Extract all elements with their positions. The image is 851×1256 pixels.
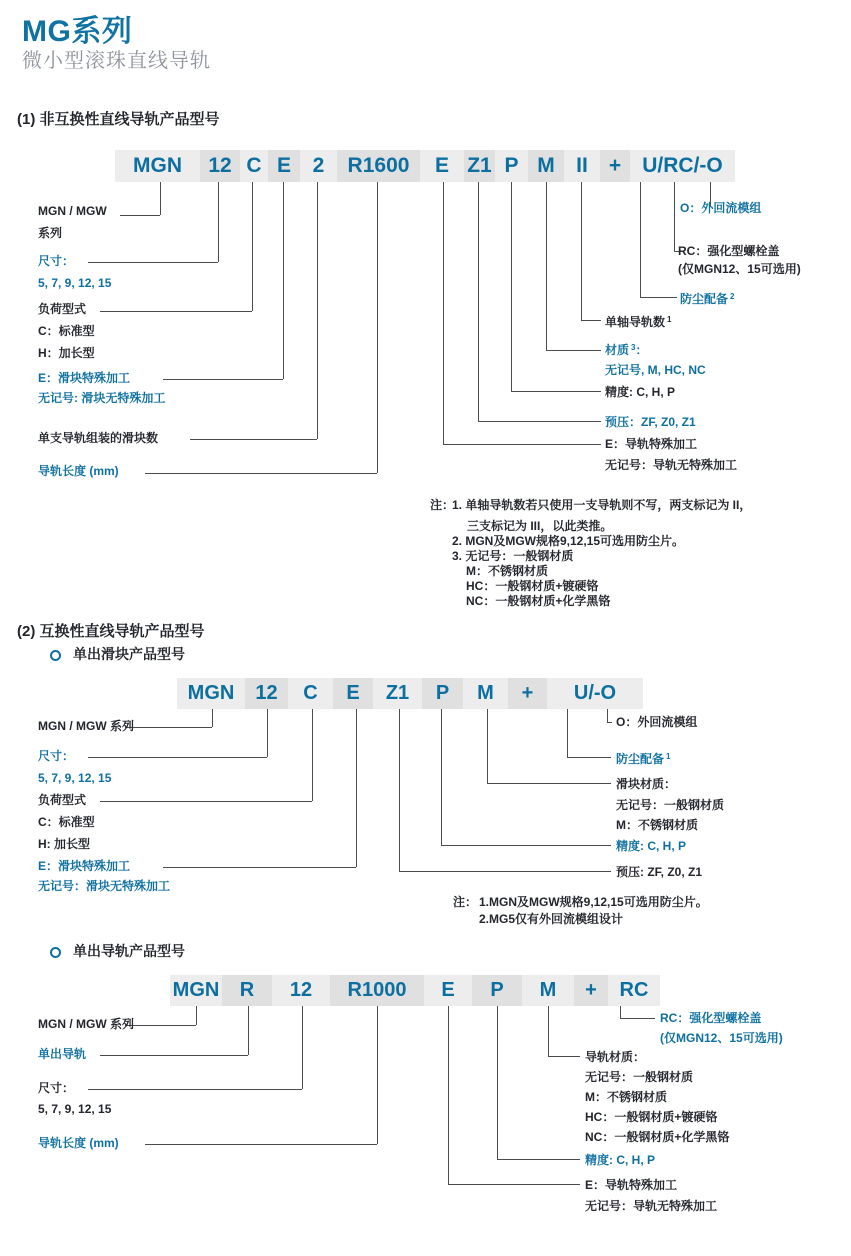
section2-heading: (2) 互换性直线导轨产品型号	[17, 623, 205, 640]
connector-line	[567, 709, 568, 757]
model-token: +	[508, 678, 547, 709]
s1-label-size-title: 尺寸：	[38, 254, 75, 268]
s2b-label-material-none: 无记号：一般钢材质	[585, 1070, 694, 1084]
model-number-bar-3	[0, 975, 851, 1006]
s2a-label-material-m: M：不锈钢材质	[616, 818, 698, 832]
connector-line	[399, 871, 611, 872]
model-number-bar-1	[0, 150, 851, 182]
connector-line	[163, 867, 356, 868]
s2b-label-material-nc: NC：一般钢材质+化学黑铬	[585, 1130, 730, 1144]
model-token: 2	[300, 150, 337, 182]
s2b-label-size-title: 尺寸：	[38, 1081, 75, 1095]
page-title: MG系列	[22, 15, 133, 48]
model-token: E	[333, 678, 373, 709]
connector-line	[88, 262, 218, 263]
connector-line	[302, 1006, 303, 1089]
model-token: RC	[608, 975, 660, 1006]
connector-line	[511, 391, 601, 392]
s1-label-size-values: 5, 7, 9, 12, 15	[38, 276, 112, 290]
model-number-bar-2	[0, 678, 851, 709]
connector-line	[497, 1006, 498, 1159]
s2b-label-rc-note: (仅MGN12、15可选用)	[660, 1031, 783, 1045]
s2a-label-preload: 预压: ZF, Z0, Z1	[616, 865, 703, 879]
s2b-label-rail-length: 导轨长度 (mm)	[38, 1136, 119, 1150]
s1-label-material-values: 无记号, M, HC, NC	[605, 363, 706, 377]
model-token: R1600	[337, 150, 420, 182]
connector-line	[546, 182, 547, 350]
s2b-label-precision: 精度: C, H, P	[585, 1153, 656, 1167]
connector-line	[267, 709, 268, 757]
s2a-label-e-special: E：滑块特殊加工	[38, 859, 131, 873]
model-token: P	[472, 975, 522, 1006]
model-token: MGN	[170, 975, 222, 1006]
s2a-label-e-none: 无记号：滑块无特殊加工	[38, 879, 171, 893]
connector-line	[163, 379, 283, 380]
connector-line	[399, 709, 400, 871]
s1-label-rc-note: (仅MGN12、15可选用)	[678, 262, 801, 276]
connector-line	[218, 182, 219, 262]
model-token: E	[420, 150, 464, 182]
connector-line	[441, 709, 442, 845]
s2b-heading: 单出导轨产品型号	[73, 943, 185, 959]
connector-line	[160, 182, 161, 215]
s2a-label-size-values: 5, 7, 9, 12, 15	[38, 771, 112, 785]
s1-label-series-1: MGN / MGW	[38, 204, 107, 218]
s2b-label-e-special: E：导轨特殊加工	[585, 1178, 678, 1192]
s2a-note-prefix: 注：	[453, 895, 478, 909]
model-token: R	[222, 975, 272, 1006]
connector-line	[546, 350, 601, 351]
bullet-circle-icon	[50, 947, 61, 958]
s2a-note-1: 1.MGN及MGW规格9,12,15可选用防尘片。	[479, 895, 708, 909]
s2b-label-rail: 单出导轨	[38, 1047, 87, 1061]
s1-label-load-c: C：标准型	[38, 324, 95, 338]
s1-note-prefix: 注：	[430, 498, 455, 512]
s1-label-load-h: H：加长型	[38, 346, 95, 360]
model-token: M	[528, 150, 564, 182]
connector-line	[567, 757, 611, 758]
connector-line	[620, 1018, 655, 1019]
connector-line	[120, 215, 160, 216]
s2a-label-load-title: 负荷型式	[38, 793, 87, 807]
s1-note-3d: NC：一般钢材质+化学黑铬	[466, 594, 611, 608]
connector-line	[640, 182, 641, 297]
connector-line	[581, 320, 601, 321]
connector-line	[377, 1006, 378, 1144]
s2a-label-material-none: 无记号：一般钢材质	[616, 798, 725, 812]
page-subtitle: 微小型滚珠直线导轨	[22, 50, 211, 72]
connector-line	[448, 1006, 449, 1184]
section1-heading: (1) 非互换性直线导轨产品型号	[17, 111, 220, 128]
s2b-label-material-hc: HC：一般钢材质+镀硬铬	[585, 1110, 718, 1124]
s1-label-e-none: 无记号：导轨无特殊加工	[605, 458, 738, 472]
connector-line	[443, 444, 601, 445]
connector-line	[125, 1025, 196, 1026]
connector-line	[448, 1184, 580, 1185]
connector-line	[487, 709, 488, 783]
connector-line	[145, 473, 377, 474]
model-token: MGN	[115, 150, 200, 182]
connector-line	[196, 1006, 197, 1025]
connector-line	[674, 182, 675, 251]
model-token: C	[288, 678, 333, 709]
model-token: C	[240, 150, 268, 182]
connector-line	[283, 182, 284, 379]
bullet-circle-icon	[50, 650, 61, 661]
s1-label-e-none: 无记号: 滑块无特殊加工	[38, 391, 166, 405]
s1-label-dust: 防尘配备 $^2$	[680, 292, 735, 306]
s2b-label-material-title: 导轨材质：	[585, 1050, 646, 1064]
model-token: M	[463, 678, 508, 709]
s2b-label-size-values: 5, 7, 9, 12, 15	[38, 1102, 112, 1116]
model-token: 12	[200, 150, 240, 182]
connector-line	[248, 1006, 249, 1055]
connector-line	[607, 722, 612, 723]
s1-label-load-title: 负荷型式	[38, 302, 87, 316]
model-token: Z1	[373, 678, 422, 709]
connector-line	[100, 801, 312, 802]
s2a-label-precision: 精度: C, H, P	[616, 839, 687, 853]
s1-note-1: 1. 单轴导轨数若只使用一支导轨则不写，两支标记为 II，	[452, 498, 752, 512]
connector-line	[312, 709, 313, 801]
model-token: P	[422, 678, 463, 709]
s1-label-block-count: 单支导轨组装的滑块数	[38, 431, 159, 445]
connector-line	[443, 182, 444, 444]
s2a-label-load-h: H: 加长型	[38, 837, 90, 851]
connector-line	[252, 182, 253, 311]
s1-note-3b: M：不锈钢材质	[466, 564, 548, 578]
model-token: +	[574, 975, 608, 1006]
s2a-label-o: O：外回流模组	[616, 715, 698, 729]
model-token: MGN	[177, 678, 245, 709]
s2a-heading: 单出滑块产品型号	[73, 646, 185, 662]
s1-label-precision: 精度: C, H, P	[605, 385, 676, 399]
connector-line	[317, 182, 318, 439]
s1-note-1b: 三支标记为 III，以此类推。	[467, 519, 613, 533]
connector-line	[125, 727, 212, 728]
connector-line	[190, 439, 317, 440]
model-token: U/RC/-O	[630, 150, 735, 182]
s1-label-material: 材质 $^3$：	[605, 343, 648, 357]
s1-label-e-special: E：导轨特殊加工	[605, 437, 698, 451]
connector-line	[581, 182, 582, 320]
connector-line	[497, 1159, 580, 1160]
model-token: +	[600, 150, 630, 182]
model-token: U/-O	[547, 678, 643, 709]
model-token: M	[522, 975, 574, 1006]
model-token: P	[495, 150, 528, 182]
connector-line	[487, 783, 611, 784]
s1-label-e-special: E：滑块特殊加工	[38, 371, 131, 385]
s2b-label-e-none: 无记号：导轨无特殊加工	[585, 1199, 718, 1213]
s2a-label-load-c: C：标准型	[38, 815, 95, 829]
s2a-label-size-title: 尺寸：	[38, 749, 75, 763]
s1-label-o: O：外回流模组	[680, 201, 762, 215]
connector-line	[548, 1006, 549, 1056]
connector-line	[100, 1055, 248, 1056]
s2b-label-material-m: M：不锈钢材质	[585, 1090, 667, 1104]
s1-label-series-2: 系列	[38, 226, 63, 240]
connector-line	[478, 182, 479, 421]
s1-note-2: 2. MGN及MGW规格9,12,15可选用防尘片。	[452, 534, 685, 548]
model-token: 12	[272, 975, 330, 1006]
model-token: II	[564, 150, 600, 182]
s2a-label-material-title: 滑块材质：	[616, 777, 677, 791]
s1-label-preload: 预压：ZF, Z0, Z1	[605, 415, 696, 429]
s2b-label-series: MGN / MGW 系列	[38, 1017, 134, 1031]
model-token: 12	[245, 678, 288, 709]
connector-line	[356, 709, 357, 867]
connector-line	[441, 845, 611, 846]
connector-line	[620, 1006, 621, 1018]
s1-label-rc: RC：强化型螺栓盖	[678, 244, 780, 258]
connector-line	[548, 1056, 580, 1057]
s1-label-rail-count: 单轴导轨数 $^1$	[605, 315, 672, 329]
connector-line	[607, 709, 608, 722]
s2b-label-rc: RC：强化型螺栓盖	[660, 1011, 762, 1025]
s2a-note-2: 2.MG5仅有外回流模组设计	[479, 912, 624, 926]
model-token: E	[424, 975, 472, 1006]
s1-note-3c: HC：一般钢材质+镀硬铬	[466, 579, 599, 593]
connector-line	[145, 1144, 377, 1145]
model-token: R1000	[330, 975, 424, 1006]
connector-line	[478, 421, 601, 422]
s2a-label-dust: 防尘配备 $^1$	[616, 752, 671, 766]
s1-note-3: 3. 无记号：一般钢材质	[452, 549, 574, 563]
connector-line	[88, 1089, 302, 1090]
connector-line	[212, 709, 213, 727]
connector-line	[88, 757, 267, 758]
connector-line	[640, 297, 677, 298]
model-token: E	[268, 150, 300, 182]
connector-line	[100, 311, 252, 312]
connector-line	[377, 182, 378, 473]
model-token: Z1	[464, 150, 495, 182]
s1-label-rail-length: 导轨长度 (mm)	[38, 464, 119, 478]
s2a-label-series: MGN / MGW 系列	[38, 719, 134, 733]
connector-line	[511, 182, 512, 391]
